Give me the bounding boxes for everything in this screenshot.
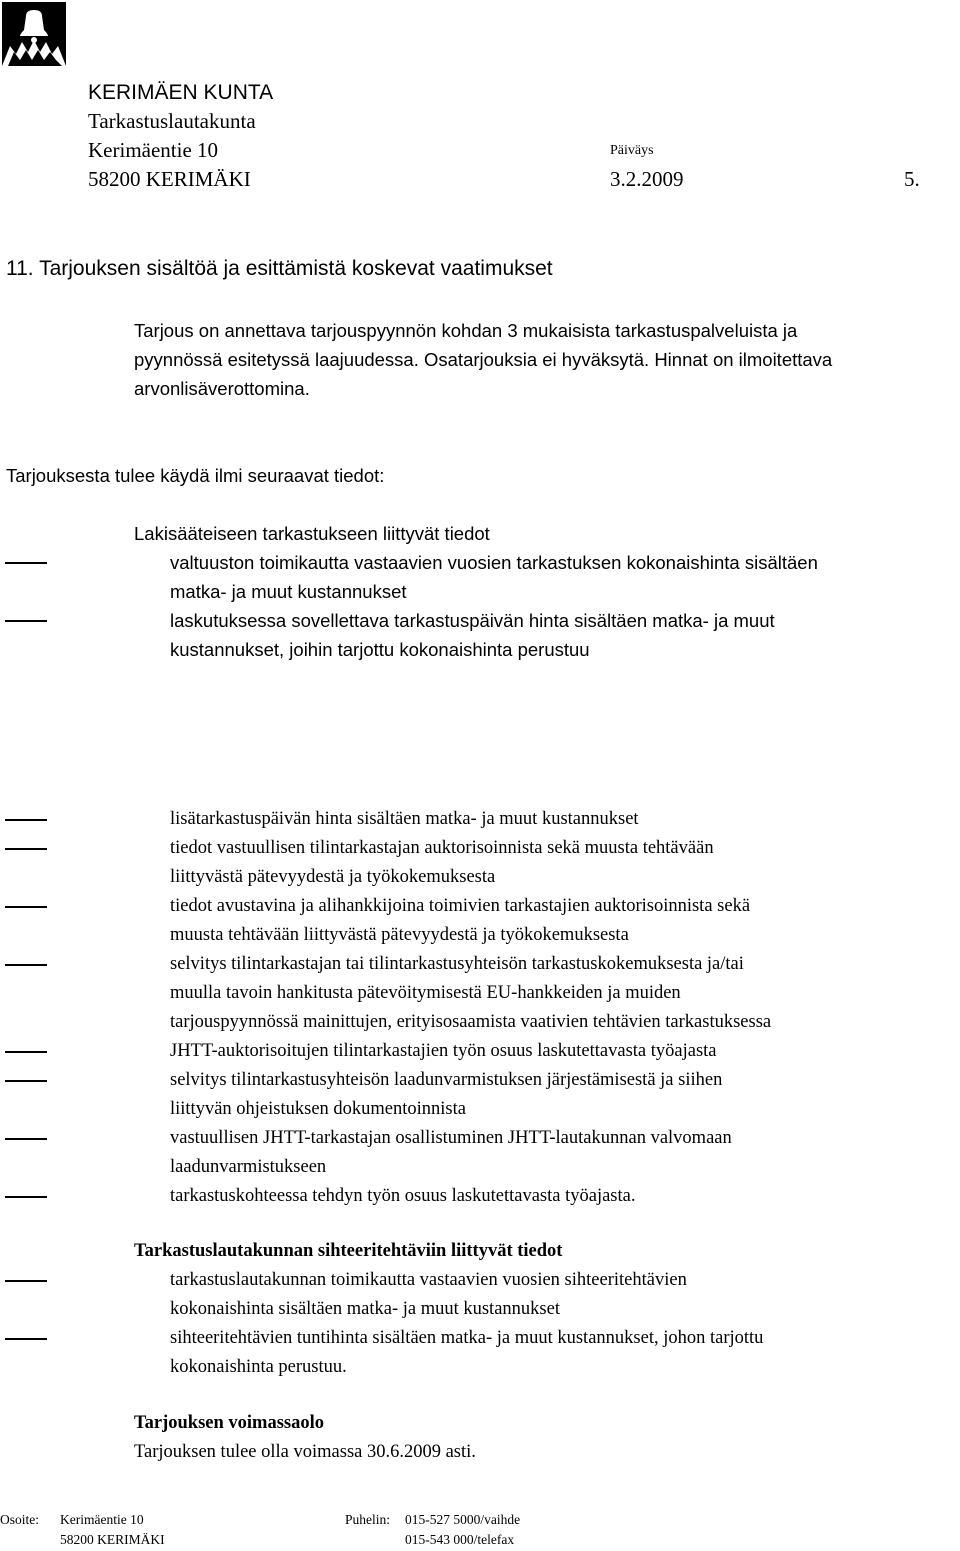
list-item: [0, 1037, 771, 1066]
intro-paragraph: [134, 316, 832, 403]
intro-line: arvonlisäverottomina.: [134, 378, 310, 399]
statutory-list-a: [0, 548, 818, 664]
dash-bullet-icon: [5, 562, 47, 564]
list-line: tarkastuskohteessa tehdyn työn osuus laskutettavasta työajasta.: [170, 1186, 636, 1206]
list-line: sihteeritehtävien tuntihinta sisältäen matka- ja muut kustannukset, johon tarjottu: [170, 1328, 764, 1348]
list-item: [0, 1266, 763, 1324]
list-item: [0, 606, 818, 664]
list-item: [0, 1124, 771, 1182]
dash-bullet-icon: [5, 819, 47, 821]
list-line: tiedot avustavina ja alihankkijoina toimivien tarkastajien auktorisoinnista sekä: [170, 896, 751, 916]
intro-line: Tarjous on annettava tarjouspyynnön kohdan 3 mukaisista tarkastuspalveluista ja: [134, 320, 798, 341]
list-line: laskutuksessa sovellettava tarkastuspäivän hinta sisältäen matka- ja muut: [170, 610, 775, 631]
dash-bullet-icon: [5, 906, 47, 908]
list-line: kustannukset, joihin tarjottu kokonaishinta perustuu: [170, 639, 590, 660]
list-line: liittyvästä pätevyydestä ja työkokemuksesta: [170, 867, 496, 887]
footer-fax: 015-543 000/telefax: [405, 1532, 515, 1547]
date-label: Päiväys: [610, 143, 654, 158]
list-line: JHTT-auktorisoitujen tilintarkastajien työn osuus laskutettavasta työajasta: [170, 1041, 717, 1061]
list-line: selvitys tilintarkastusyhteisön laadunvarmistuksen järjestämisestä ja siihen: [170, 1070, 723, 1090]
list-item: [0, 834, 771, 892]
footer-street: Kerimäentie 10: [60, 1512, 144, 1527]
validity-heading: Tarjouksen voimassaolo: [134, 1413, 325, 1433]
postal-address: 58200 KERIMÄKI: [88, 167, 251, 191]
list-line: tarjouspyynnössä mainittujen, erityisosaamista vaativien tehtävien tarkastuksessa: [170, 1012, 772, 1032]
dash-bullet-icon: [5, 1051, 47, 1053]
statutory-heading: Lakisääteiseen tarkastukseen liittyvät tiedot: [134, 523, 490, 544]
section-title: 11. Tarjouksen sisältöä ja esittämistä koskevat vaatimukset: [6, 257, 553, 280]
list-line: matka- ja muut kustannukset: [170, 581, 407, 602]
secretary-list: [0, 1266, 763, 1382]
dash-bullet-icon: [5, 1080, 47, 1082]
footer-address-label: Osoite:: [0, 1512, 39, 1527]
footer-postal: 58200 KERIMÄKI: [60, 1532, 165, 1547]
secretary-heading: Tarkastuslautakunnan sihteeritehtäviin liittyvät tiedot: [134, 1241, 563, 1261]
statutory-list-b: [0, 805, 771, 1211]
dash-bullet-icon: [5, 620, 47, 622]
dash-bullet-icon: [5, 848, 47, 850]
street-address: Kerimäentie 10: [88, 138, 219, 162]
list-item: [0, 805, 771, 834]
validity-text: Tarjouksen tulee olla voimassa 30.6.2009 asti.: [134, 1442, 476, 1462]
page-number: 5.: [904, 167, 920, 191]
dash-bullet-icon: [5, 1196, 47, 1198]
dash-bullet-icon: [5, 1138, 47, 1140]
requirements-heading: Tarjouksesta tulee käydä ilmi seuraavat tiedot:: [6, 465, 385, 486]
list-line: valtuuston toimikautta vastaavien vuosien tarkastuksen kokonaishinta sisältäen: [170, 552, 818, 573]
committee-name: Tarkastuslautakunta: [88, 109, 256, 133]
list-item: [0, 950, 771, 1037]
list-line: tiedot vastuullisen tilintarkastajan auktorisoinnista sekä muusta tehtävään: [170, 838, 714, 858]
org-name: KERIMÄEN KUNTA: [88, 81, 274, 104]
list-item: [0, 892, 771, 950]
bell-crest-icon: [2, 2, 66, 66]
list-line: laadunvarmistukseen: [170, 1157, 327, 1177]
date-value: 3.2.2009: [610, 167, 684, 191]
dash-bullet-icon: [5, 964, 47, 966]
intro-line: pyynnössä esitetyssä laajuudessa. Osatarjouksia ei hyväksytä. Hinnat on ilmoitettava: [134, 349, 833, 370]
list-line: vastuullisen JHTT-tarkastajan osallistuminen JHTT-lautakunnan valvomaan: [170, 1128, 732, 1148]
list-line: kokonaishinta sisältäen matka- ja muut kustannukset: [170, 1299, 560, 1319]
list-line: muusta tehtävään liittyvästä pätevyydestä ja työkokemuksesta: [170, 925, 629, 945]
list-line: lisätarkastuspäivän hinta sisältäen matka- ja muut kustannukset: [170, 809, 639, 829]
list-item: [0, 1066, 771, 1124]
list-item: [0, 1324, 763, 1382]
list-item: [0, 548, 818, 606]
list-line: kokonaishinta perustuu.: [170, 1357, 347, 1377]
dash-bullet-icon: [5, 1280, 47, 1282]
list-line: muulla tavoin hankitusta pätevöitymisestä EU-hankkeiden ja muiden: [170, 983, 681, 1003]
list-line: selvitys tilintarkastajan tai tilintarkastusyhteisön tarkastuskokemuksesta ja/tai: [170, 954, 744, 974]
footer-phone-label: Puhelin:: [345, 1512, 391, 1527]
list-item: [0, 1182, 771, 1211]
footer-phone: 015-527 5000/vaihde: [405, 1512, 521, 1527]
list-line: liittyvän ohjeistuksen dokumentoinnista: [170, 1099, 466, 1119]
list-line: tarkastuslautakunnan toimikautta vastaavien vuosien sihteeritehtävien: [170, 1270, 687, 1290]
dash-bullet-icon: [5, 1338, 47, 1340]
